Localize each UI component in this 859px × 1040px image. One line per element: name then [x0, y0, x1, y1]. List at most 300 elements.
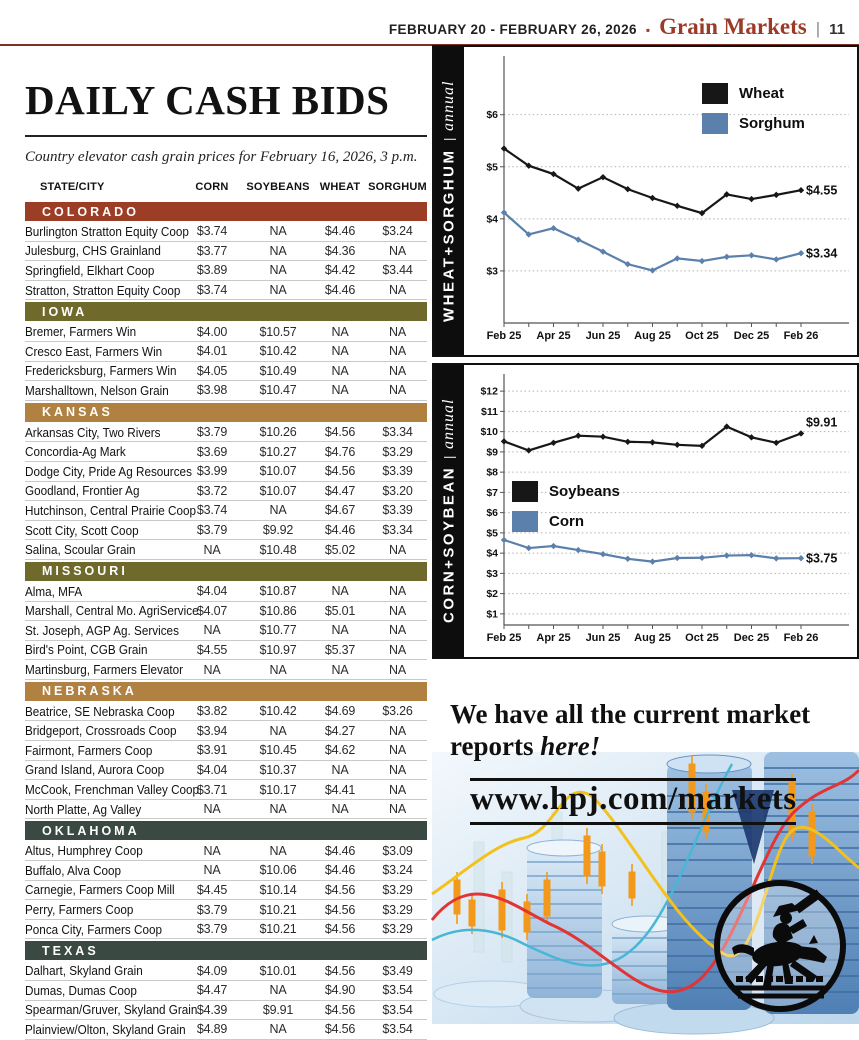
bid-value: $4.62: [324, 743, 356, 758]
bid-value: $10.77: [259, 623, 297, 638]
bid-value: $4.47: [196, 983, 228, 998]
legend-swatch: [512, 511, 538, 532]
bid-value: NA: [389, 584, 406, 599]
bid-value: $4.01: [196, 344, 228, 359]
chart-panel-band: [434, 47, 464, 355]
bid-value: $10.01: [259, 963, 297, 978]
bid-value: $10.21: [259, 922, 297, 937]
table-row: [25, 881, 427, 901]
bid-value: NA: [269, 243, 287, 258]
bid-value: NA: [331, 762, 349, 777]
masthead-divider: |: [815, 19, 821, 38]
elevator-name: Plainview/Olton, Skyland Grain: [25, 1021, 186, 1037]
bid-value: $5.02: [324, 542, 356, 557]
bid-value: $10.42: [259, 704, 297, 719]
table-row: [25, 281, 427, 301]
bid-value: $4.42: [324, 263, 356, 278]
elevator-name: Dodge City, Pride Ag Resources: [25, 463, 192, 479]
table-row: [25, 920, 427, 940]
bid-value: NA: [203, 662, 221, 677]
bid-value: NA: [331, 363, 349, 378]
bid-value: $4.56: [324, 425, 356, 440]
legend-label: Soybeans: [549, 483, 620, 500]
bid-value: $4.46: [324, 283, 356, 298]
bid-value: NA: [269, 983, 287, 998]
bid-value: $9.91: [262, 1002, 294, 1017]
bid-value: NA: [331, 802, 349, 817]
svg-text:$11: $11: [481, 405, 498, 418]
bids-table: [25, 202, 427, 1040]
svg-text:$12: $12: [480, 385, 498, 398]
svg-text:$4: $4: [486, 547, 498, 560]
bid-value: $10.97: [259, 642, 297, 657]
bid-value: $3.24: [382, 224, 413, 239]
bid-value: $4.46: [324, 843, 356, 858]
svg-text:Jun 25: Jun 25: [585, 330, 621, 342]
legend-label: Wheat: [739, 85, 784, 102]
bid-value: NA: [331, 662, 349, 677]
svg-text:Apr 25: Apr 25: [536, 632, 571, 644]
chart-panel-subtitle: annual: [440, 80, 457, 131]
elevator-name: Carnegie, Farmers Coop Mill: [25, 882, 175, 898]
column-header: WHEAT: [319, 181, 361, 193]
bid-value: $4.36: [324, 243, 356, 258]
svg-text:Feb 26: Feb 26: [783, 330, 819, 342]
bid-value: $3.82: [196, 704, 228, 719]
bid-value: $4.90: [324, 983, 356, 998]
bid-value: $4.45: [196, 882, 228, 897]
ad-headline-line1: We have all the current market: [450, 699, 811, 729]
svg-text:$10: $10: [480, 426, 498, 439]
bid-value: NA: [269, 1022, 287, 1037]
ad-headline: [450, 699, 855, 762]
bid-value: NA: [389, 542, 406, 557]
bid-value: $5.01: [324, 603, 356, 618]
legend-swatch: [702, 113, 728, 134]
bid-value: $3.72: [196, 483, 228, 498]
table-row: [25, 342, 427, 362]
bid-value: $10.42: [259, 344, 297, 359]
bid-value: NA: [203, 623, 221, 638]
table-row: [25, 540, 427, 560]
table-row: [25, 660, 427, 680]
section-state-label: MISSOURI: [42, 564, 128, 579]
elevator-name: Fredericksburg, Farmers Win: [25, 363, 177, 379]
elevator-name: Ponca City, Farmers Coop: [25, 921, 162, 937]
bid-value: $10.86: [259, 603, 297, 618]
table-row: [25, 322, 427, 342]
svg-text:$6: $6: [486, 507, 498, 520]
section-state-label: COLORADO: [42, 204, 139, 219]
bid-value: NA: [269, 843, 287, 858]
bid-value: $3.34: [382, 425, 413, 440]
elevator-name: Marshall, Central Mo. AgriService: [25, 603, 199, 619]
svg-text:$5: $5: [486, 527, 498, 540]
bid-value: $10.45: [259, 743, 297, 758]
svg-text:$8: $8: [486, 466, 498, 479]
section-header-iowa: [25, 302, 427, 321]
bid-value: $3.94: [196, 723, 228, 738]
bid-value: NA: [331, 383, 349, 398]
bid-value: $3.91: [196, 743, 228, 758]
elevator-name: Hutchinson, Central Prairie Coop: [25, 502, 197, 518]
bid-value: NA: [269, 263, 287, 278]
bid-value: NA: [389, 662, 406, 677]
table-row: [25, 721, 427, 741]
bid-value: $3.54: [382, 983, 413, 998]
chart-panel-title: CORN+SOYBEAN: [440, 466, 458, 624]
elevator-name: Springfield, Elkhart Coop: [25, 262, 155, 278]
bid-value: $10.37: [259, 762, 297, 777]
bid-value: $10.14: [259, 882, 297, 897]
table-row: [25, 521, 427, 541]
column-header: CORN: [195, 181, 229, 193]
bid-value: $4.56: [324, 922, 356, 937]
bid-value: $3.77: [196, 243, 228, 258]
bid-value: NA: [269, 802, 287, 817]
bullet-icon: ▪: [645, 23, 651, 37]
chart-panel-title: WHEAT+SORGHUM: [440, 148, 458, 322]
bid-value: NA: [203, 863, 221, 878]
bid-value: $3.29: [382, 882, 413, 897]
table-row: [25, 761, 427, 781]
bid-value: $10.07: [259, 483, 297, 498]
svg-text:Dec 25: Dec 25: [733, 632, 770, 644]
bid-value: $3.89: [196, 263, 228, 278]
elevator-name: Beatrice, SE Nebraska Coop: [25, 703, 175, 719]
bid-value: NA: [389, 743, 406, 758]
bid-value: $10.27: [259, 444, 297, 459]
svg-text:Jun 25: Jun 25: [585, 632, 621, 644]
legend-item: [512, 511, 620, 532]
bid-value: $3.99: [196, 464, 228, 479]
table-row: [25, 482, 427, 502]
svg-text:$5: $5: [486, 161, 498, 174]
bid-value: NA: [389, 623, 406, 638]
table-row: [25, 423, 427, 443]
page-title: DAILY CASH BIDS: [25, 77, 390, 123]
table-row: [25, 1001, 427, 1021]
elevator-name: Altus, Humphrey Coop: [25, 843, 143, 859]
elevator-name: Alma, MFA: [25, 583, 83, 599]
table-row: [25, 501, 427, 521]
bid-value: $4.76: [324, 444, 356, 459]
table-row: [25, 841, 427, 861]
svg-text:Feb 25: Feb 25: [486, 632, 522, 644]
bid-value: $3.98: [196, 383, 228, 398]
table-row: [25, 1020, 427, 1040]
bid-value: $4.46: [324, 863, 356, 878]
svg-text:Oct 25: Oct 25: [685, 632, 719, 644]
bid-value: NA: [389, 642, 406, 657]
section-header-oklahoma: [25, 821, 427, 840]
legend-swatch: [512, 481, 538, 502]
bids-subtitle: Country elevator cash grain prices for February 16, 2026, 3 p.m.: [25, 149, 418, 165]
bid-value: $3.39: [382, 464, 413, 479]
bid-value: NA: [331, 324, 349, 339]
section-state-label: IOWA: [42, 304, 88, 319]
bid-value: NA: [389, 723, 406, 738]
bid-value: $4.46: [324, 224, 356, 239]
svg-text:Aug 25: Aug 25: [634, 632, 671, 644]
legend-label: Corn: [549, 513, 584, 530]
bid-value: $3.74: [196, 283, 228, 298]
bid-value: NA: [269, 662, 287, 677]
bid-value: $3.34: [382, 523, 413, 538]
section-header-texas: [25, 941, 427, 960]
section-state-label: OKLAHOMA: [42, 823, 140, 838]
elevator-name: Concordia-Ag Mark: [25, 444, 126, 460]
table-row: [25, 621, 427, 641]
ad-headline-line2: reports: [450, 730, 541, 761]
table-row: [25, 602, 427, 622]
bid-value: $10.87: [259, 584, 297, 599]
bid-value: $4.69: [324, 704, 356, 719]
section-state-label: TEXAS: [42, 943, 99, 958]
bid-value: $3.74: [196, 503, 228, 518]
bid-value: NA: [269, 283, 287, 298]
bid-value: $4.67: [324, 503, 356, 518]
column-header: SOYBEANS: [246, 181, 310, 193]
bid-value: $4.89: [196, 1022, 228, 1037]
elevator-name: Burlington Stratton Equity Coop: [25, 223, 189, 239]
table-row: [25, 641, 427, 661]
elevator-name: Martinsburg, Farmers Elevator: [25, 662, 184, 678]
table-row: [25, 961, 427, 981]
legend-swatch: [702, 83, 728, 104]
bid-value: $3.29: [382, 902, 413, 917]
elevator-name: Goodland, Frontier Ag: [25, 483, 140, 499]
bid-value: $10.21: [259, 902, 297, 917]
elevator-name: Marshalltown, Nelson Grain: [25, 382, 169, 398]
bid-value: $4.56: [324, 1002, 356, 1017]
bid-value: $3.69: [196, 444, 228, 459]
bid-value: NA: [389, 802, 406, 817]
bid-value: NA: [389, 383, 406, 398]
bid-value: NA: [331, 584, 349, 599]
bid-value: $4.05: [196, 363, 228, 378]
section-header-missouri: [25, 562, 427, 581]
bid-value: NA: [389, 762, 406, 777]
bid-value: $3.09: [382, 843, 413, 858]
svg-text:$7: $7: [486, 486, 498, 499]
section-header-kansas: [25, 403, 427, 422]
table-row: [25, 800, 427, 820]
bid-value: NA: [389, 344, 406, 359]
hpj-logo: [717, 883, 843, 1009]
bid-value: $4.56: [324, 963, 356, 978]
bid-value: $4.07: [196, 603, 228, 618]
elevator-name: Salina, Scoular Grain: [25, 542, 136, 558]
svg-text:$3: $3: [486, 567, 498, 580]
bid-value: $4.56: [324, 464, 356, 479]
bid-value: $10.07: [259, 464, 297, 479]
chart-legend: [512, 481, 620, 532]
column-header: SORGHUM: [368, 181, 427, 193]
title-rule: [25, 135, 427, 137]
table-row: [25, 222, 427, 242]
bid-value: NA: [269, 723, 287, 738]
elevator-name: Spearman/Gruver, Skyland Grain: [25, 1002, 198, 1018]
svg-text:$4.55: $4.55: [806, 183, 838, 198]
bid-value: NA: [389, 603, 406, 618]
bid-value: $3.49: [382, 963, 413, 978]
table-row: [25, 582, 427, 602]
elevator-name: St. Joseph, AGP Ag. Services: [25, 622, 179, 638]
ad-url-link[interactable]: www.hpj.com/markets: [470, 778, 796, 825]
bid-value: $4.41: [324, 782, 356, 797]
legend-label: Sorghum: [739, 115, 805, 132]
bid-value: NA: [269, 503, 287, 518]
bid-value: NA: [389, 324, 406, 339]
bid-value: NA: [203, 843, 221, 858]
table-row: [25, 780, 427, 800]
bid-value: $3.54: [382, 1002, 413, 1017]
bid-value: $4.04: [196, 584, 228, 599]
elevator-name: Perry, Farmers Coop: [25, 902, 134, 918]
svg-text:Dec 25: Dec 25: [733, 330, 770, 342]
band-separator: |: [441, 137, 457, 142]
bid-value: $3.20: [382, 483, 413, 498]
page-number: 11: [829, 21, 845, 38]
bid-value: $10.17: [259, 782, 297, 797]
bid-value: $10.48: [259, 542, 297, 557]
chart-panel-subtitle: annual: [440, 398, 457, 449]
bid-value: $4.27: [324, 723, 356, 738]
elevator-name: North Platte, Ag Valley: [25, 801, 142, 817]
bid-value: $4.56: [324, 902, 356, 917]
svg-text:$2: $2: [486, 588, 498, 601]
bid-value: $4.09: [196, 963, 228, 978]
publication-title: Grain Markets: [659, 14, 807, 39]
bid-value: $3.29: [382, 444, 413, 459]
bid-value: $3.54: [382, 1022, 413, 1037]
svg-text:$3: $3: [486, 265, 498, 278]
elevator-name: Grand Island, Aurora Coop: [25, 762, 165, 778]
legend-item: [512, 481, 620, 502]
svg-text:Aug 25: Aug 25: [634, 330, 671, 342]
table-row: [25, 442, 427, 462]
bid-value: $3.26: [382, 704, 413, 719]
bid-value: $4.55: [196, 642, 228, 657]
legend-item: [702, 113, 805, 134]
bid-value: $3.79: [196, 425, 228, 440]
bid-value: $4.04: [196, 762, 228, 777]
elevator-name: Buffalo, Alva Coop: [25, 862, 122, 878]
chart-legend: [702, 83, 805, 134]
elevator-name: Bird's Point, CGB Grain: [25, 642, 148, 658]
elevator-name: Stratton, Stratton Equity Coop: [25, 282, 181, 298]
bid-value: $4.56: [324, 882, 356, 897]
svg-text:Apr 25: Apr 25: [536, 330, 571, 342]
table-row: [25, 242, 427, 262]
issue-date-range: FEBRUARY 20 - FEBRUARY 26, 2026: [388, 22, 637, 37]
bid-value: $10.06: [259, 863, 297, 878]
bid-value: NA: [269, 224, 287, 239]
right-column: [432, 0, 859, 1024]
table-row: [25, 462, 427, 482]
table-row: [25, 362, 427, 382]
bid-value: NA: [389, 243, 406, 258]
table-header-row: [25, 175, 427, 200]
svg-text:$1: $1: [486, 608, 498, 621]
bid-value: $10.26: [259, 425, 297, 440]
svg-text:$9: $9: [486, 446, 498, 459]
table-row: [25, 981, 427, 1001]
section-header-nebraska: [25, 682, 427, 701]
band-separator: |: [441, 455, 457, 460]
bid-value: $3.24: [382, 863, 413, 878]
bid-value: NA: [389, 363, 406, 378]
bid-value: $10.57: [259, 324, 297, 339]
bid-value: $3.29: [382, 922, 413, 937]
table-row: [25, 381, 427, 401]
elevator-name: Scott City, Scott Coop: [25, 522, 139, 538]
svg-text:$3.75: $3.75: [806, 551, 838, 566]
table-row: [25, 261, 427, 281]
svg-text:Feb 25: Feb 25: [486, 330, 522, 342]
elevator-name: Fairmont, Farmers Coop: [25, 742, 153, 758]
bid-value: $9.92: [262, 523, 294, 538]
bid-value: NA: [389, 283, 406, 298]
column-header: STATE/CITY: [40, 181, 105, 193]
bid-value: NA: [331, 344, 349, 359]
bid-value: NA: [331, 623, 349, 638]
ad-headline-emphasis: here!: [540, 730, 601, 761]
bid-value: $10.49: [259, 363, 297, 378]
elevator-name: Dalhart, Skyland Grain: [25, 963, 143, 979]
elevator-name: Julesburg, CHS Grainland: [25, 243, 161, 259]
legend-item: [702, 83, 805, 104]
svg-text:$9.91: $9.91: [806, 415, 838, 430]
svg-text:$3.34: $3.34: [806, 246, 838, 261]
chart-panel-band: [434, 365, 464, 657]
bid-value: $4.46: [324, 523, 356, 538]
wheat-sorghum-chart: [432, 45, 859, 357]
bid-value: $3.71: [196, 782, 228, 797]
svg-text:Oct 25: Oct 25: [685, 330, 719, 342]
table-row: [25, 900, 427, 920]
svg-text:Feb 26: Feb 26: [783, 632, 819, 644]
bid-value: $3.79: [196, 523, 228, 538]
bid-value: $4.39: [196, 1002, 228, 1017]
bid-value: $10.47: [259, 383, 297, 398]
bid-value: $3.79: [196, 922, 228, 937]
bid-value: $4.47: [324, 483, 356, 498]
corn-soybean-chart: [432, 363, 859, 659]
elevator-name: Arkansas City, Two Rivers: [25, 424, 161, 440]
bid-value: NA: [389, 782, 406, 797]
bid-value: NA: [203, 802, 221, 817]
section-state-label: KANSAS: [42, 405, 113, 420]
bid-value: $3.39: [382, 503, 413, 518]
table-row: [25, 861, 427, 881]
svg-text:$4: $4: [486, 213, 498, 226]
section-state-label: NEBRASKA: [42, 684, 137, 699]
bid-value: $3.79: [196, 902, 228, 917]
bid-value: $4.56: [324, 1022, 356, 1037]
bid-value: $3.74: [196, 224, 228, 239]
elevator-name: Bridgeport, Crossroads Coop: [25, 723, 177, 739]
bid-value: $4.00: [196, 324, 228, 339]
daily-cash-bids-section: [25, 58, 427, 1040]
table-row: [25, 702, 427, 722]
section-header-colorado: [25, 202, 427, 221]
elevator-name: Cresco East, Farmers Win: [25, 343, 163, 359]
bid-value: NA: [203, 542, 221, 557]
bid-value: $3.44: [382, 263, 413, 278]
bid-value: $5.37: [324, 642, 356, 657]
